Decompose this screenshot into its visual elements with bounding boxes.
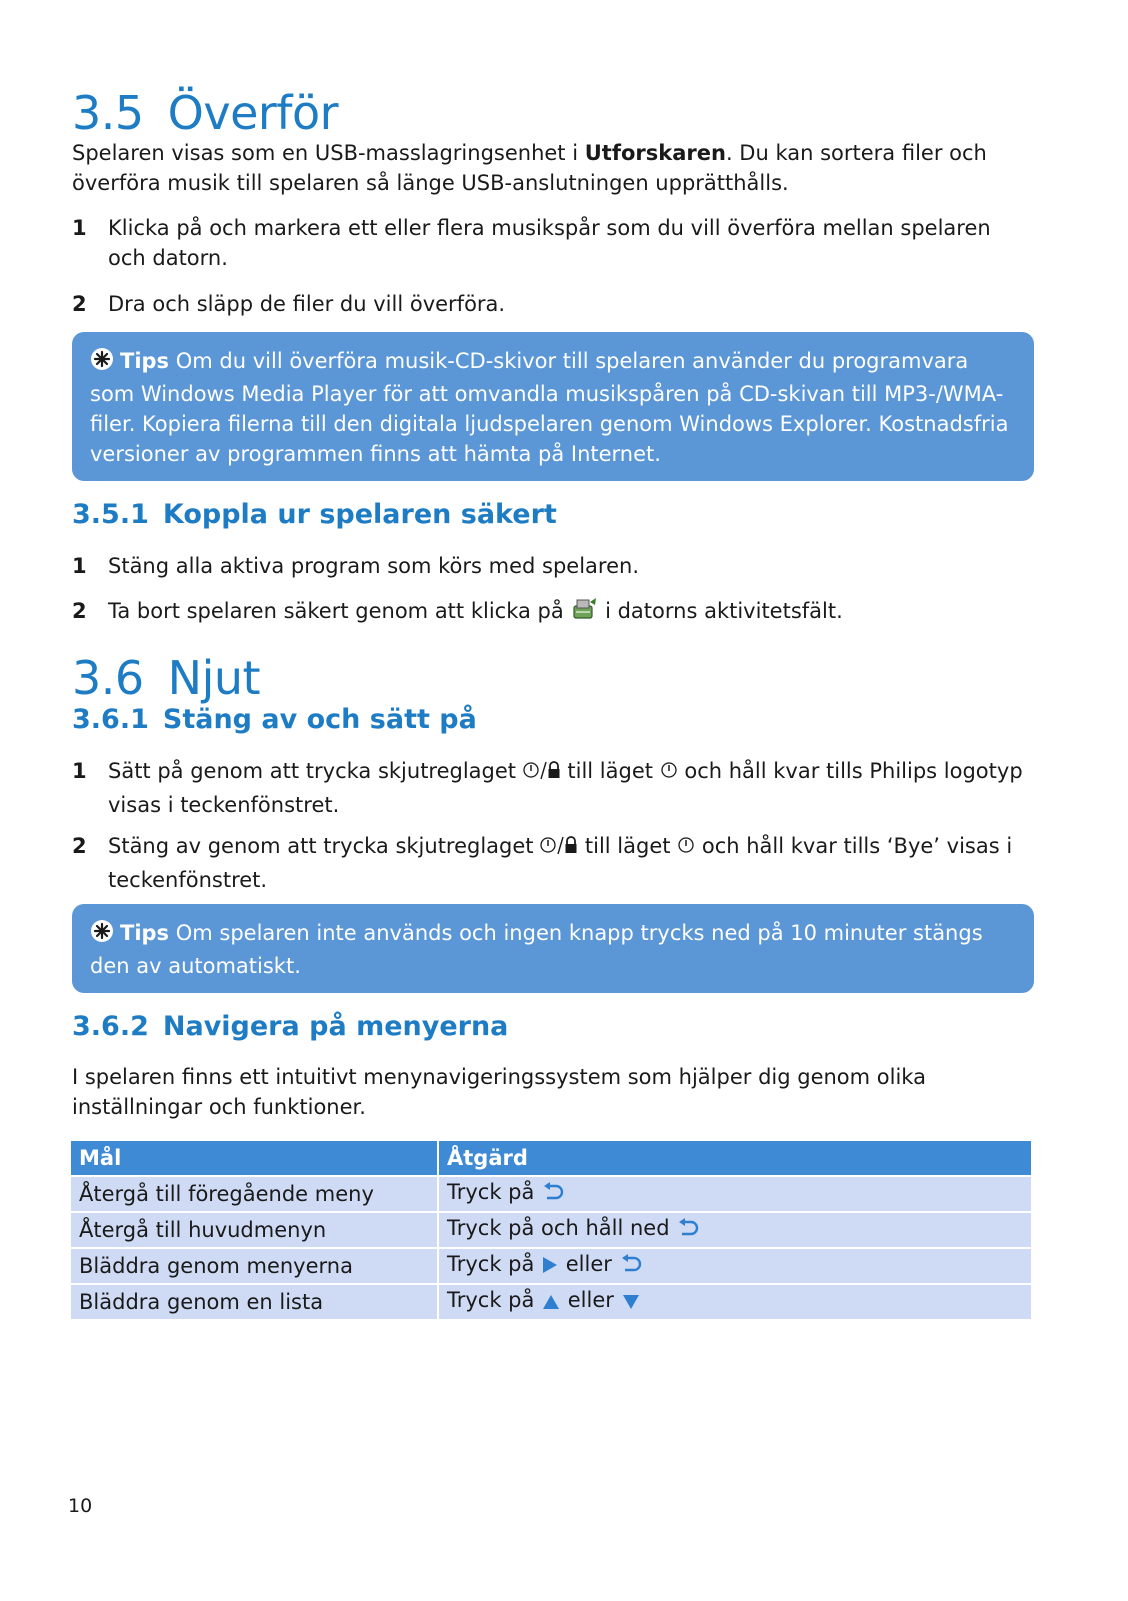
power-icon <box>660 760 678 790</box>
action-cell: Tryck på eller <box>438 1284 1032 1319</box>
step-3-5-1-1: 1 Stäng alla aktiva program som körs med spelaren. <box>72 554 639 578</box>
tip-icon <box>90 347 114 379</box>
heading-3-6: 3.6 Njut <box>72 651 261 705</box>
step-3-5-1-2: 2 Ta bort spelaren säkert genom att klicka på i datorns aktivitetsfält. <box>72 596 1032 630</box>
power-lock-slider-icon <box>540 835 578 865</box>
power-icon <box>677 835 695 865</box>
heading-3-6-1: 3.6.1 Stäng av och sätt på <box>72 704 477 735</box>
goal-cell: Återgå till föregående meny <box>71 1176 438 1212</box>
goal-cell: Bläddra genom en lista <box>71 1284 438 1319</box>
goal-cell: Återgå till huvudmenyn <box>71 1212 438 1248</box>
back-icon <box>541 1181 565 1208</box>
table-row <box>71 1176 1032 1212</box>
goal-cell: Bläddra genom menyerna <box>71 1248 438 1284</box>
down-arrow-icon <box>621 1292 641 1316</box>
up-arrow-icon <box>541 1292 561 1316</box>
step-3-5-1: 1 Klicka på och markera ett eller flera musikspår som du vill överföra mellan spelaren och datorn. <box>72 216 991 270</box>
col-action-header: Åtgärd <box>438 1141 1032 1176</box>
back-icon <box>619 1253 643 1280</box>
table-row <box>71 1284 1032 1319</box>
action-cell: Tryck på <box>438 1176 1032 1212</box>
step-3-6-1-2: 2 Stäng av genom att trycka skjutreglaget till läget och håll kvar tills ‘Bye’ visas i teckenfönstret. <box>72 834 1013 892</box>
col-goal-header: Mål <box>71 1141 438 1176</box>
table-header-row <box>71 1141 1032 1176</box>
intro-3-6-2: I spelaren finns ett intuitivt menynavigeringssystem som hjälper dig genom olika inställningar och funktioner. <box>72 1065 926 1119</box>
action-cell: Tryck på och håll ned <box>438 1212 1032 1248</box>
page-number: 10 <box>68 1495 93 1517</box>
heading-3-5-1: 3.5.1 Koppla ur spelaren säkert <box>72 499 557 530</box>
table-row <box>71 1248 1032 1284</box>
step-3-6-1-1: 1 Sätt på genom att trycka skjutreglaget till läget och håll kvar tills Philips logotyp visas i teckenfönstret. <box>72 759 1023 817</box>
heading-3-5: 3.5 Överför <box>72 86 339 140</box>
play-right-icon <box>541 1255 559 1280</box>
tip-box-3-6-1: Tips Om spelaren inte används och ingen knapp trycks ned på 10 minuter stängs den av automatiskt. <box>72 904 1034 993</box>
intro-3-5: Spelaren visas som en USB-masslagringsenhet i Utforskaren. Du kan sortera filer och överföra musik till spelaren så länge USB-anslutningen upprätthålls. <box>72 141 987 195</box>
tip-box-3-5: Tips Om du vill överföra musik-CD-skivor till spelaren använder du programvara som Windows Media Player för att omvandla musikspåren på CD-skivan till MP3-/WMA-filer. Kopiera filerna till den digitala ljudspelaren genom Windows Explorer. Kostnadsfria versioner av programmen finns att hämta på Internet. <box>72 332 1034 481</box>
tip-icon <box>90 919 114 951</box>
action-cell: Tryck på eller <box>438 1248 1032 1284</box>
explorer-bold: Utforskaren <box>584 141 726 165</box>
heading-3-6-2: 3.6.2 Navigera på menyerna <box>72 1011 509 1042</box>
back-icon <box>676 1217 700 1244</box>
power-lock-slider-icon <box>523 760 561 790</box>
table-row <box>71 1212 1032 1248</box>
navigation-table <box>71 1141 1033 1319</box>
step-3-5-2: 2 Dra och släpp de filer du vill överföra. <box>72 292 506 316</box>
safely-remove-hardware-icon <box>570 596 598 630</box>
